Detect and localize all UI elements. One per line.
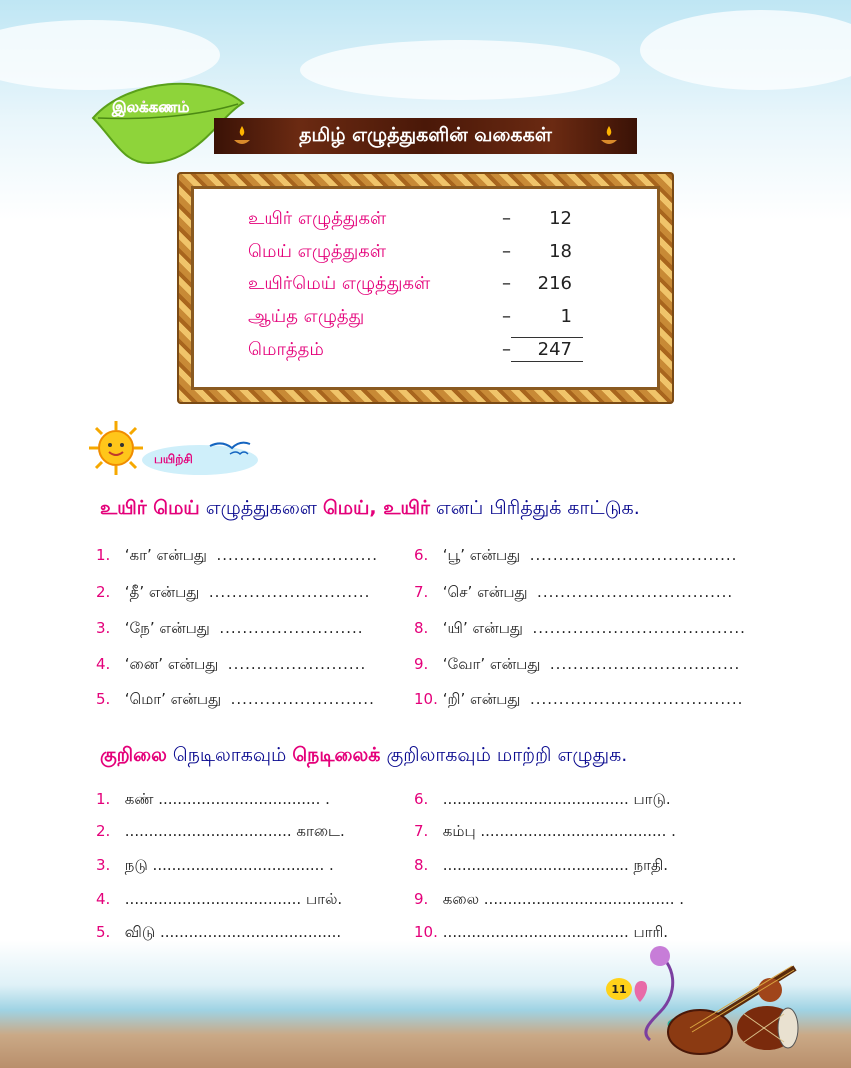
- question-number: 1.: [96, 546, 111, 564]
- question-number: 2.: [96, 822, 111, 840]
- question-item: [96, 690, 375, 710]
- instruction-highlight: நெடிலைக்: [292, 744, 381, 766]
- section-badge: இலக்கணம்: [112, 98, 190, 116]
- question-number: 9.: [414, 655, 429, 673]
- question-number: 7.: [414, 583, 429, 601]
- question-number: 3.: [96, 856, 111, 874]
- question-item: [414, 790, 671, 810]
- question-number: 4.: [96, 890, 111, 908]
- question-item: [96, 790, 330, 810]
- cloud-decoration: [640, 10, 851, 90]
- summary-dash: –: [502, 339, 511, 360]
- question-number: 3.: [96, 619, 111, 637]
- question-item: [96, 856, 334, 876]
- instruction-text: குறிலாகவும் மாற்றி எழுதுக.: [380, 744, 628, 766]
- question-text: ‘நே’ என்பது: [124, 619, 210, 637]
- page-number: 11: [606, 978, 632, 1000]
- summary-dash: –: [502, 208, 511, 229]
- question-number: 7.: [414, 822, 429, 840]
- lamp-icon: [230, 124, 254, 148]
- question-text[interactable]: விடு ......................................: [124, 923, 342, 941]
- instruction-text: எனப் பிரித்துக் காட்டுக.: [429, 497, 640, 519]
- lamp-icon: [597, 124, 621, 148]
- question-text[interactable]: ................................... காடை.: [124, 822, 345, 840]
- total-rule-bottom: [511, 361, 583, 362]
- question-item: [414, 583, 733, 603]
- question-text: ‘செ’ என்பது: [442, 583, 528, 601]
- question-item: [414, 546, 737, 566]
- drum-icon: [734, 1000, 800, 1056]
- question-number: 5.: [96, 690, 111, 708]
- instruction-text: நெடிலாகவும்: [166, 744, 293, 766]
- answer-blank[interactable]: ....................................: [529, 546, 738, 564]
- question-item: [414, 890, 684, 910]
- question-item: [96, 655, 366, 675]
- question-item: [96, 619, 364, 639]
- answer-blank[interactable]: ............................: [216, 546, 378, 564]
- question-text[interactable]: ....................................... பாடு.: [442, 790, 671, 808]
- answer-blank[interactable]: .....................................: [529, 690, 744, 708]
- summary-dash: –: [502, 306, 511, 327]
- exercise-instruction-1: [100, 497, 640, 522]
- question-number: 10.: [414, 690, 438, 708]
- question-text[interactable]: கலை ........................................ .: [442, 890, 685, 908]
- question-item: [96, 923, 341, 943]
- question-item: [414, 619, 746, 639]
- question-text: ‘வோ’ என்பது: [442, 655, 541, 673]
- question-text: ‘கா’ என்பது: [124, 546, 207, 564]
- summary-label: மெய் எழுத்துகள்: [248, 241, 387, 262]
- question-text[interactable]: நடு .................................... .: [124, 856, 334, 874]
- question-text: ‘தீ’ என்பது: [124, 583, 200, 601]
- answer-blank[interactable]: ..................................: [537, 583, 734, 601]
- question-item: [414, 690, 743, 710]
- summary-value: 18: [549, 241, 572, 262]
- exercise-instruction-2: [100, 744, 627, 769]
- summary-dash: –: [502, 241, 511, 262]
- summary-value: 12: [549, 208, 572, 229]
- question-number: 6.: [414, 790, 429, 808]
- question-item: [414, 856, 668, 876]
- question-text: ‘றி’ என்பது: [442, 690, 521, 708]
- page-title: [214, 118, 637, 154]
- question-text[interactable]: ..................................... பால்.: [124, 890, 343, 908]
- summary-total-label: மொத்தம்: [248, 339, 324, 360]
- answer-blank[interactable]: .........................: [219, 619, 364, 637]
- question-text: ‘யி’ என்பது: [442, 619, 523, 637]
- question-text[interactable]: ....................................... நாதி.: [442, 856, 669, 874]
- question-number: 5.: [96, 923, 111, 941]
- question-number: 10.: [414, 923, 438, 941]
- instruction-text: எழுத்துகளை: [199, 497, 323, 519]
- answer-blank[interactable]: .........................: [230, 690, 375, 708]
- question-number: 8.: [414, 619, 429, 637]
- question-item: [414, 923, 668, 943]
- question-item: [96, 890, 342, 910]
- instruction-highlight: உயிர் மெய்: [100, 497, 200, 519]
- summary-dash: –: [502, 273, 511, 294]
- summary-value: 1: [560, 306, 572, 327]
- question-item: [96, 583, 370, 603]
- instruction-highlight: குறிலை: [100, 744, 167, 766]
- question-number: 4.: [96, 655, 111, 673]
- question-number: 2.: [96, 583, 111, 601]
- question-item: [414, 822, 676, 842]
- question-text: ‘பூ’ என்பது: [442, 546, 521, 564]
- summary-label: உயிர்மெய் எழுத்துகள்: [248, 273, 431, 294]
- answer-blank[interactable]: ............................: [208, 583, 371, 601]
- question-text[interactable]: கம்பு ....................................... .: [442, 822, 676, 840]
- question-text[interactable]: கண் .................................. .: [124, 790, 330, 808]
- summary-label: உயிர் எழுத்துகள்: [248, 208, 387, 229]
- question-number: 8.: [414, 856, 429, 874]
- question-text: ‘மொ’ என்பது: [124, 690, 222, 708]
- exercise-tag: பயிற்சி: [154, 452, 193, 466]
- summary-value: 216: [537, 273, 572, 294]
- answer-blank[interactable]: .....................................: [532, 619, 746, 637]
- page-title-text: தமிழ் எழுத்துகளின் வகைகள்: [299, 123, 552, 146]
- question-item: [96, 822, 345, 842]
- answer-blank[interactable]: .................................: [549, 655, 741, 673]
- question-text: ‘னை’ என்பது: [124, 655, 219, 673]
- question-number: 6.: [414, 546, 429, 564]
- question-item: [414, 655, 740, 675]
- question-item: [96, 546, 378, 566]
- sun-icon: [88, 420, 144, 476]
- instruction-highlight: மெய், உயிர்: [323, 497, 430, 519]
- question-number: 1.: [96, 790, 111, 808]
- total-rule-top: [511, 337, 583, 338]
- question-text[interactable]: ....................................... பாரி.: [442, 923, 669, 941]
- summary-total-value: 247: [537, 339, 572, 360]
- summary-label: ஆய்த எழுத்து: [248, 306, 365, 327]
- answer-blank[interactable]: ........................: [227, 655, 367, 673]
- cloud-decoration: [300, 40, 620, 100]
- question-number: 9.: [414, 890, 429, 908]
